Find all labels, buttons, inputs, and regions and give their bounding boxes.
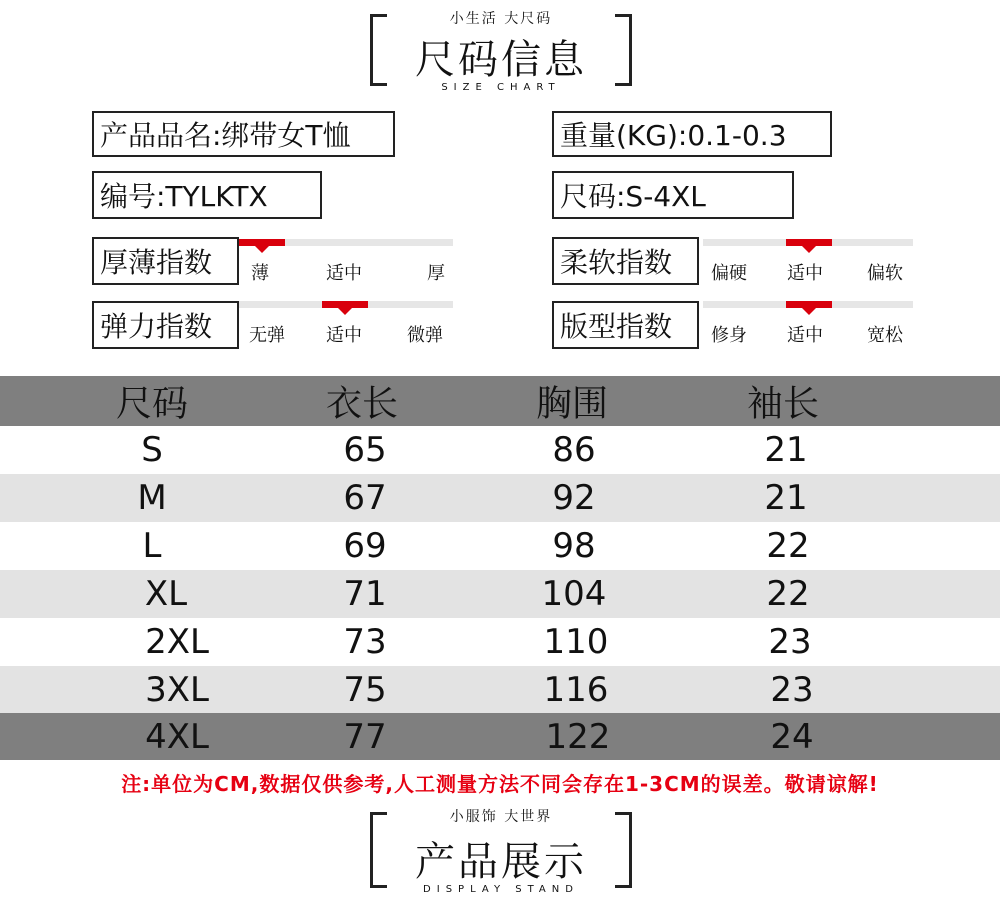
product-name: 产品品名:绑带女T恤	[100, 119, 351, 152]
table-row: S 65 86 21	[0, 426, 1000, 474]
elasticity-marker	[322, 301, 368, 308]
softness-scale: 偏硬 适中 偏软	[703, 239, 913, 289]
page-title: 尺码信息	[415, 37, 587, 83]
size-chart-header	[370, 10, 632, 93]
size-range-value: 尺码:S-4XL	[560, 180, 706, 213]
softness-index-label-box: 柔软指数	[552, 237, 699, 285]
col-header-size: 尺码	[115, 383, 189, 425]
fit-index-label-box: 版型指数	[552, 301, 699, 349]
header-slogan: 小生活 大尺码	[449, 11, 553, 27]
code-value: 编号:TYLKTX	[100, 180, 268, 213]
fit-marker	[786, 301, 832, 308]
weight-value: 重量(KG):0.1-0.3	[560, 119, 787, 152]
thickness-marker	[239, 239, 285, 246]
col-header-chest: 胸围	[535, 383, 609, 425]
fit-scale: 修身 适中 宽松	[703, 301, 913, 351]
footer-english: DISPLAY STAND	[423, 884, 579, 895]
col-header-sleeve: 袖长	[746, 383, 820, 425]
footer-slogan: 小服饰 大世界	[449, 809, 553, 825]
elasticity-index-label-box: 弹力指数	[92, 301, 239, 349]
code-box	[92, 171, 322, 219]
size-range-box	[552, 171, 794, 219]
product-name-box	[92, 111, 395, 157]
table-header-row	[0, 376, 1000, 426]
table-row: M 67 92 21	[0, 474, 1000, 522]
table-row: 3XL 75 116 23	[0, 666, 1000, 713]
display-stand-header	[370, 808, 632, 895]
table-row: 4XL 77 122 24	[0, 713, 1000, 760]
weight-box	[552, 111, 832, 157]
table-row: L 69 98 22	[0, 522, 1000, 570]
col-header-length: 衣长	[325, 383, 399, 425]
softness-marker	[786, 239, 832, 246]
header-english: SIZE CHART	[441, 82, 561, 93]
thickness-index-label-box: 厚薄指数	[92, 237, 239, 285]
section-title: 产品展示	[415, 839, 587, 885]
elasticity-scale: 无弹 适中 微弹	[239, 301, 453, 351]
table-row: XL 71 104 22	[0, 570, 1000, 618]
table-row: 2XL 73 110 23	[0, 618, 1000, 666]
measurement-note: 注:单位为CM,数据仅供参考,人工测量方法不同会存在1-3CM的误差。敬请谅解!	[121, 772, 879, 796]
thickness-scale: 薄 适中 厚	[239, 239, 453, 289]
